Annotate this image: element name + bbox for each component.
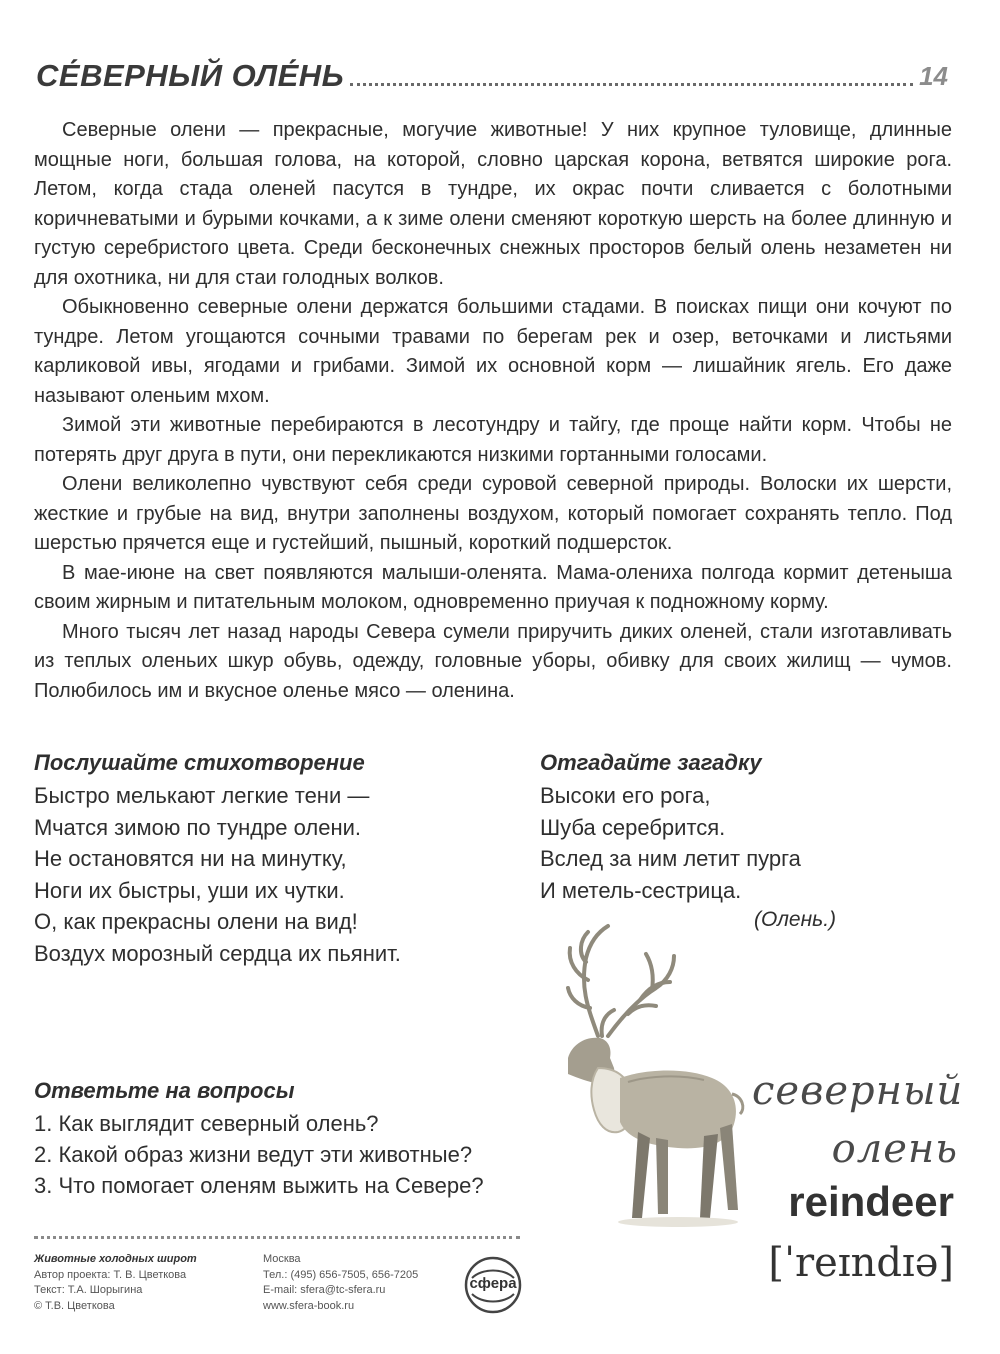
article-paragraph: Зимой эти животные перебираются в лесотундру и тайгу, где проще найти корм. Чтобы не потерять друг друга в пути, они перекликаются низкими гортанными голосами. <box>34 414 952 466</box>
footer-divider <box>34 1236 520 1239</box>
riddle-line: И метель-сестрица. <box>540 877 742 903</box>
page-header <box>36 50 948 94</box>
poem-title: Послушайте стихотворение <box>34 750 365 775</box>
poem-section <box>34 750 514 969</box>
copyright: © Т.В. Цветкова <box>34 1299 115 1312</box>
publisher-city: Москва <box>263 1253 301 1265</box>
poem-line: Мчатся зимою по тундре олени. <box>34 814 362 840</box>
article-paragraph: Олени великолепно чувствуют себя среди суровой северной природы. Волоски их шерсти, жесткие и грубые на вид, внутри заполнены воздухом, который помогает сохранять тепло. Под шерстью прячется еще и густейший, пышный, короткий подшерсток. <box>34 473 952 554</box>
publisher-phone: Тел.: (495) 656-7505, 656-7205 <box>263 1268 419 1281</box>
logo-text: сфера <box>469 1275 517 1292</box>
riddle-line: Высоки его рога, <box>540 783 711 808</box>
publisher-email: E-mail: sfera@tc-sfera.ru <box>263 1284 386 1296</box>
article-paragraph: Много тысяч лет назад народы Севера сумели приручить диких оленей, стали изготавливать из теплых оленьих шкур обувь, одежду, головные уборы, обивку для своих жилищ — чумов. Полюбилось им и вкусное оленье мясо — оленина. <box>34 620 952 702</box>
article-text <box>34 116 952 706</box>
book-title: Животные холодных широт <box>34 1253 197 1265</box>
riddle-answer: (Олень.) <box>754 908 837 931</box>
page-title: СЕ́ВЕРНЫЙ ОЛЕ́НЬ <box>36 58 345 93</box>
riddle-section <box>540 750 960 932</box>
article-paragraph: Северные олени — прекрасные, могучие животные! У них крупное туловище, длинные мощные ноги, большая голова, на которой, словно царская корона, ветвятся широкие рога. Летом, когда стада оленей пасутся в тундре, их окрас почти сливается с болотными коричневатыми и бурыми кочками, а к зиме олени сменяют короткую шерсть на более длинную и густую серебристого цвета. Среди бесконечных снежных просторов белый олень незаметен ни для охотника, ни для стаи голодных волков. <box>34 119 952 289</box>
footer-contacts <box>263 1252 418 1314</box>
publisher-website: www.sfera-book.ru <box>263 1299 355 1312</box>
footer-credits <box>34 1252 197 1314</box>
page-number: 14 <box>919 61 948 91</box>
question-item: 1. Как выглядит северный олень? <box>34 1111 379 1136</box>
transcription: [ˈreɪndɪə] <box>768 1240 954 1286</box>
script-word-line: северный <box>752 1068 964 1114</box>
english-word: reindeer <box>788 1178 954 1225</box>
questions-title: Ответьте на вопросы <box>34 1078 295 1103</box>
question-item: 2. Какой образ жизни ведут эти животные? <box>34 1142 473 1167</box>
questions-section <box>34 1078 594 1201</box>
title-dot-leader <box>350 83 913 86</box>
publisher-logo <box>462 1254 524 1316</box>
article-paragraph: В мае-июне на свет появляются малыши-оленята. Мама-олениха полгода кормит детеныша своим жирным и питательным молоком, одновременно приучая к подножному корму. <box>34 561 952 613</box>
poem-line: Быстро мелькают легкие тени — <box>34 783 370 808</box>
poem-line: Воздух морозный сердца их пьянит. <box>34 940 401 966</box>
script-word-line: олень <box>831 1126 958 1172</box>
question-item: 3. Что помогает оленям выжить на Севере? <box>34 1173 484 1198</box>
text-credit: Текст: Т.А. Шорыгина <box>34 1284 143 1296</box>
riddle-line: Шуба серебрится. <box>540 814 726 840</box>
riddle-title: Отгадайте загадку <box>540 750 762 775</box>
script-word <box>752 1062 964 1178</box>
poem-line: Ноги их быстры, уши их чутки. <box>34 877 345 903</box>
riddle-line: Вслед за ним летит пурга <box>540 846 801 871</box>
poem-line: О, как прекрасны олени на вид! <box>34 909 358 934</box>
poem-line: Не остановятся ни на минутку, <box>34 846 347 871</box>
author-credit: Автор проекта: Т. В. Цветкова <box>34 1268 187 1281</box>
article-paragraph: Обыкновенно северные олени держатся большими стадами. В поисках пищи они кочуют по тундре. Летом угощаются сочными травами по берегам рек и озер, веточками и листьями карликовой ивы, ягодами и грибами. Зимой их основной корм — лишайник ягель. Его даже называют оленьим мхом. <box>34 296 952 407</box>
